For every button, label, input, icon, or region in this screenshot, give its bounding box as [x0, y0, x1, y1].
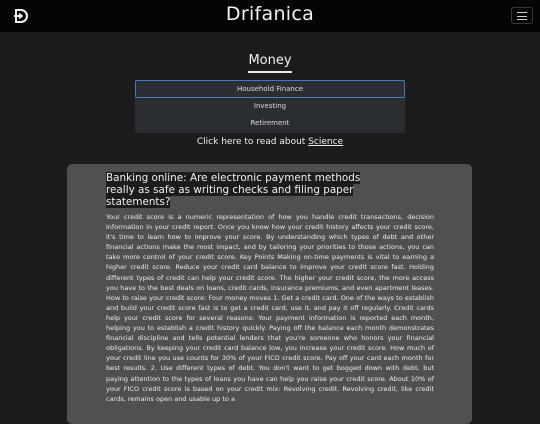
section-title-label: Money — [248, 53, 291, 73]
cta-prefix: Click here to read about — [196, 137, 309, 147]
category-submenu — [135, 80, 405, 133]
section-title — [0, 53, 540, 73]
brand-title[interactable]: Drifanica — [225, 3, 315, 25]
submenu-item-household-finance[interactable]: Household Finance — [135, 80, 405, 98]
science-link[interactable]: Science — [308, 137, 344, 147]
submenu-item-retirement[interactable]: Retirement — [250, 119, 290, 127]
article-body: Your credit score is a numeric representation of how you handle credit transactions, decision information in your credit report. Once you know how your credit history affects your credit score, it's time to learn how to improve your score. By understanding which types of debt and other financial actions make the most impact, and by tailoring your priorities to those actions, you can take more control of your credit score. Key Points Making on-time payments is vital to earning a higher credit score. Reduce your credit card balance to improve your credit score fast. Holding different types of credit can help your credit score. The higher your credit score, the more access you have to the best deals on loans, credit cards, insurance premiums, and even apartment leases. How to raise your credit score: Four money moves 1. Get a credit card. One of the ways to establish and build your credit score fast is to get a credit card, use it, and pay it off regularly. Credit cards help your credit score for several reasons: Your payment information is reported each month, helping you to establish a credit history quickly. Paying off the balance each month demonstrates financial discipline and tells potential lenders that you're someone who honors your financial obligations. By keeping your credit card balance low, you increase your credit score. How much of your credit line you use counts for 30% of your FICO credit score. Pay off your card each month for best results. 2. Use different types of debt. You don't want to get bogged down with debt, but paying attention to the types of loans you have can help you raise your credit score. About 10% of your FICO credit score is based on your credit mix: Revolving credit. Revolving credit, like credit cards, remains open and usable up to a — [106, 213, 434, 403]
submenu-item-investing[interactable]: Investing — [253, 101, 287, 110]
article-headline-text: Banking online: Are electronic payment methods really as safe as writing checks and filing paper statements? — [106, 172, 361, 208]
read-more-prompt — [0, 137, 540, 147]
hamburger-menu-icon[interactable] — [511, 7, 533, 24]
d-logo-icon[interactable] — [14, 9, 28, 23]
article-headline — [106, 172, 368, 208]
navbar — [0, 0, 540, 32]
